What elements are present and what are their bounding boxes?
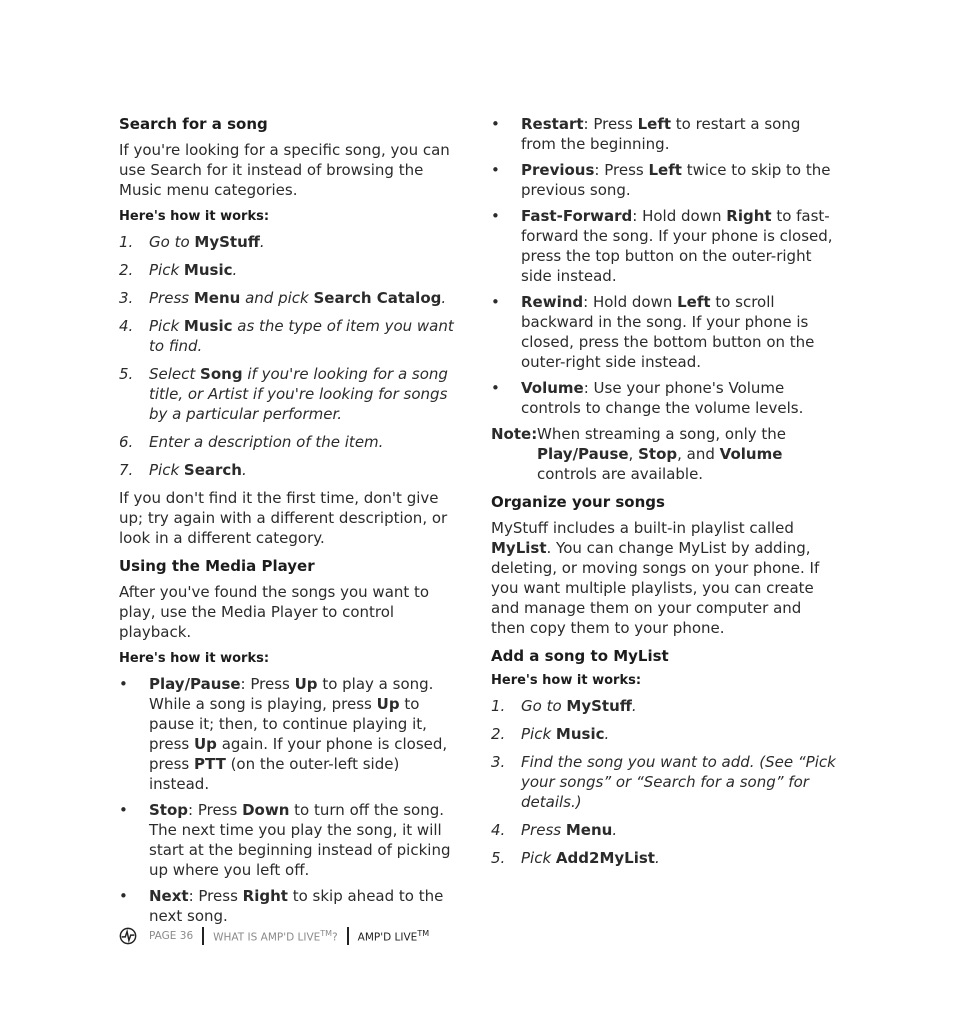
page-number: PAGE 36: [149, 930, 194, 942]
step-item: 6. Enter a description of the item.: [119, 433, 384, 451]
list-item: • Volume: Use your phone's Volume controls to change the volume levels.: [491, 379, 804, 417]
right-column: [491, 114, 836, 876]
bullet-icon: •: [119, 675, 128, 693]
list-item: • Play/Pause: Press Up to play a song. While a song is playing, press Up to pause it; then, to continue playing it, press Up again. If your phone is closed, press PTT (on the outer-left side) instead.: [119, 675, 448, 793]
step-item: 3. Find the song you want to add. (See “Pick your songs” or “Search for a song” for details.): [491, 753, 836, 811]
search-outro: If you don't find it the first time, don't give up; try again with a different description, or look in a different category.: [119, 489, 448, 547]
step-item: 5. Pick Add2MyList.: [491, 849, 660, 867]
section-title-organize: Organize your songs: [491, 493, 665, 511]
left-column: [119, 114, 464, 932]
media-controls-list-continued: [491, 114, 836, 418]
how-it-works-heading: Here's how it works:: [119, 651, 270, 666]
section-title-add-to-mylist: Add a song to MyList: [491, 647, 669, 665]
how-it-works-heading: Here's how it works:: [491, 673, 642, 688]
bullet-icon: •: [491, 115, 500, 133]
add-steps: [491, 696, 836, 868]
footer-product: AMP'D LIVE™: [357, 928, 430, 944]
step-item: 3. Press Menu and pick Search Catalog.: [119, 289, 447, 307]
list-item: • Restart: Press Left to restart a song from the beginning.: [491, 115, 801, 153]
step-item: 5. Select Song if you're looking for a song title, or Artist if you're looking for songs by a particular performer.: [119, 365, 448, 423]
step-item: 4. Pick Music as the type of item you want to find.: [119, 317, 454, 355]
list-item: • Fast-Forward: Hold down Right to fast-forward the song. If your phone is closed, press the top button on the outer-right side instead.: [491, 207, 833, 285]
step-item: 2. Pick Music.: [491, 725, 610, 743]
organize-text: MyStuff includes a built-in playlist called MyList. You can change MyList by adding, deleting, or moving songs on your phone. If you want multiple playlists, you can create and manage them on your computer and then copy them to your phone.: [491, 519, 820, 637]
search-steps: [119, 232, 464, 480]
bullet-icon: •: [119, 887, 128, 905]
section-title-search: Search for a song: [119, 115, 268, 133]
media-controls-list: [119, 674, 464, 926]
footer-divider: [202, 927, 204, 945]
streaming-note: Note: When streaming a song, only the Play/Pause, Stop, and Volume controls are available.: [491, 425, 787, 483]
footer-divider: [347, 927, 349, 945]
bullet-icon: •: [491, 207, 500, 225]
media-intro: After you've found the songs you want to play, use the Media Player to control playback.: [119, 583, 430, 641]
bullet-icon: •: [491, 161, 500, 179]
step-item: 7. Pick Search.: [119, 461, 247, 479]
step-item: 1. Go to MyStuff.: [119, 233, 265, 251]
bullet-icon: •: [491, 293, 500, 311]
ampd-logo-icon: [119, 927, 137, 945]
list-item: • Previous: Press Left twice to skip to the previous song.: [491, 161, 831, 199]
bullet-icon: •: [119, 801, 128, 819]
list-item: • Next: Press Right to skip ahead to the next song.: [119, 887, 444, 925]
step-item: 2. Pick Music.: [119, 261, 238, 279]
step-item: 1. Go to MyStuff.: [491, 697, 637, 715]
footer-section: WHAT IS AMP'D LIVE™?: [213, 928, 338, 944]
list-item: • Stop: Press Down to turn off the song. The next time you play the song, it will start at the beginning instead of picking up where you left off.: [119, 801, 451, 879]
search-intro: If you're looking for a specific song, you can use Search for it instead of browsing the Music menu categories.: [119, 141, 450, 199]
section-title-media-player: Using the Media Player: [119, 557, 315, 575]
bullet-icon: •: [491, 379, 500, 397]
page-footer: [119, 924, 429, 948]
step-item: 4. Press Menu.: [491, 821, 618, 839]
how-it-works-heading: Here's how it works:: [119, 209, 270, 224]
list-item: • Rewind: Hold down Left to scroll backward in the song. If your phone is closed, press the bottom button on the outer-right side instead.: [491, 293, 815, 371]
